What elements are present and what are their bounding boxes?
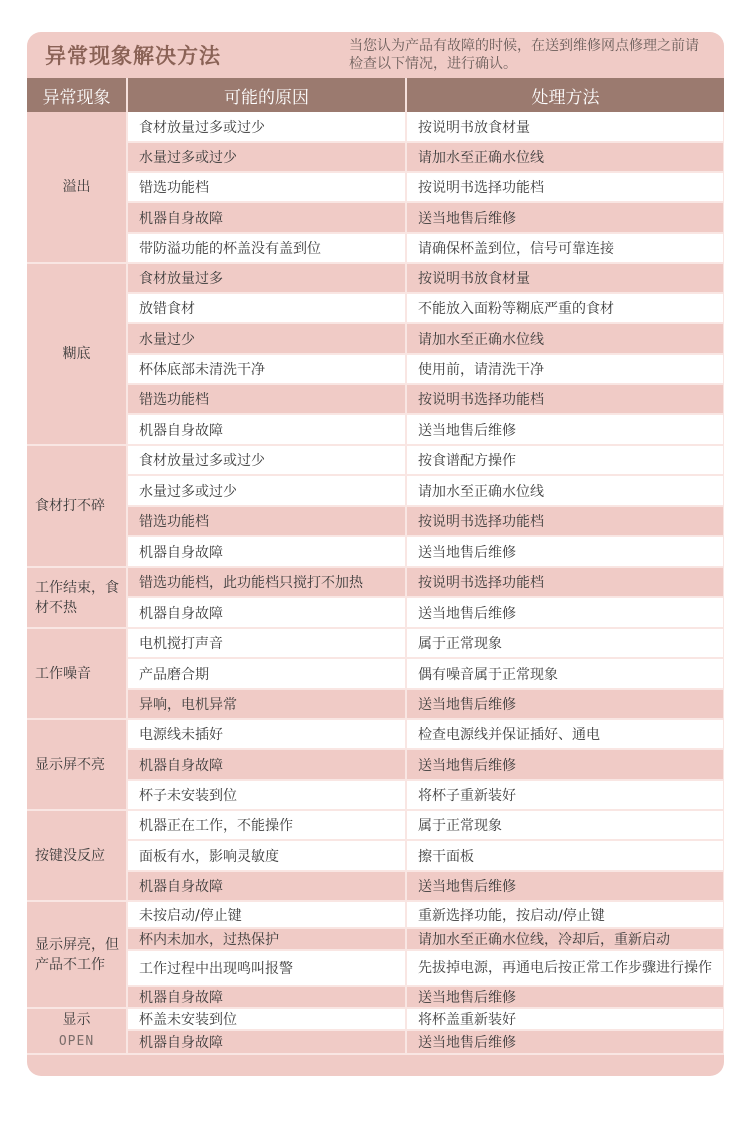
table-row: [27, 112, 724, 142]
solution-cell: 请确保杯盖到位，信号可靠连接: [406, 233, 724, 263]
cause-cell: 机器自身故障: [127, 1030, 406, 1054]
table-row: [27, 567, 724, 597]
symptom-cell: [27, 810, 127, 901]
table-row: [27, 142, 724, 172]
table-row: [27, 950, 724, 986]
table-row: [27, 263, 724, 293]
troubleshooting-panel: [27, 32, 724, 1076]
cause-cell: 水量过多或过少: [127, 142, 406, 172]
table-row: [27, 928, 724, 950]
cause-cell: 水量过少: [127, 323, 406, 354]
page-title: 异常现象解决方法: [45, 44, 221, 68]
cause-cell: 产品磨合期: [127, 658, 406, 689]
solution-cell: 将杯盖重新装好: [406, 1008, 724, 1030]
solution-cell: 请加水至正确水位线: [406, 142, 724, 172]
table-row: [27, 293, 724, 323]
table-row: [27, 628, 724, 658]
solution-cell: 按说明书放食材量: [406, 112, 724, 142]
solution-cell: 按说明书选择功能档: [406, 172, 724, 202]
cause-cell: 机器自身故障: [127, 871, 406, 901]
table-row: [27, 597, 724, 628]
solution-cell: 送当地售后维修: [406, 202, 724, 233]
header-cause: 可能的原因: [127, 78, 406, 112]
cause-cell: 错选功能档: [127, 384, 406, 414]
solution-cell: 送当地售后维修: [406, 749, 724, 780]
symptom-label: 显示: [62, 1012, 91, 1028]
solution-cell: 检查电源线并保证插好、通电: [406, 719, 724, 749]
table-row: [27, 901, 724, 928]
solution-cell: 将杯子重新装好: [406, 780, 724, 810]
solution-cell: 不能放入面粉等糊底严重的食材: [406, 293, 724, 323]
cause-cell: 机器自身故障: [127, 202, 406, 233]
cause-cell: 机器自身故障: [127, 536, 406, 567]
cause-cell: 杯盖未安装到位: [127, 1008, 406, 1030]
cause-cell: 错选功能档: [127, 506, 406, 536]
cause-cell: 带防溢功能的杯盖没有盖到位: [127, 233, 406, 263]
cause-cell: 杯体底部未清洗干净: [127, 354, 406, 384]
solution-cell: 送当地售后维修: [406, 414, 724, 445]
cause-cell: 异响，电机异常: [127, 689, 406, 719]
cause-cell: 食材放量过多或过少: [127, 112, 406, 142]
symptom-label: 食材打不碎: [35, 498, 105, 514]
solution-cell: 送当地售后维修: [406, 597, 724, 628]
symptom-label: 糊底: [62, 346, 91, 362]
symptom-cell: [27, 1008, 127, 1054]
symptom-label: 溢出: [62, 179, 91, 195]
title-bar: [27, 32, 724, 76]
symptom-cell: [27, 112, 127, 263]
symptom-label: 显示屏不亮: [35, 756, 105, 773]
table-row: [27, 810, 724, 840]
table-row: [27, 414, 724, 445]
solution-cell: 使用前，请清洗干净: [406, 354, 724, 384]
symptom-cell: [27, 628, 127, 719]
symptom-label: 工作噪音: [35, 665, 91, 682]
cause-cell: 水量过多或过少: [127, 475, 406, 506]
symptom-label: 按键没反应: [35, 847, 105, 864]
table-row: [27, 840, 724, 871]
table-row: [27, 536, 724, 567]
solution-cell: 送当地售后维修: [406, 871, 724, 901]
troubleshooting-table: [27, 78, 724, 1055]
cause-cell: 电机搅打声音: [127, 628, 406, 658]
cause-cell: 食材放量过多或过少: [127, 445, 406, 475]
header-solution: 处理方法: [406, 78, 724, 112]
symptom-label: 显示屏亮，但产品不工作: [35, 936, 119, 973]
table-row: [27, 172, 724, 202]
solution-cell: 按说明书选择功能档: [406, 384, 724, 414]
cause-cell: 错选功能档，此功能档只搅打不加热: [127, 567, 406, 597]
table-row: [27, 719, 724, 749]
header-symptom: 异常现象: [27, 78, 127, 112]
open-display-code: OPEN: [58, 1034, 95, 1049]
table-row: [27, 871, 724, 901]
solution-cell: 请加水至正确水位线: [406, 323, 724, 354]
solution-cell: 先拔掉电源，再通电后按正常工作步骤进行操作: [406, 950, 724, 986]
cause-cell: 错选功能档: [127, 172, 406, 202]
table-row: [27, 506, 724, 536]
solution-cell: 擦干面板: [406, 840, 724, 871]
table-row: [27, 749, 724, 780]
solution-cell: 送当地售后维修: [406, 1030, 724, 1054]
cause-cell: 面板有水，影响灵敏度: [127, 840, 406, 871]
solution-cell: 请加水至正确水位线: [406, 475, 724, 506]
cause-cell: 放错食材: [127, 293, 406, 323]
cause-cell: 电源线未插好: [127, 719, 406, 749]
cause-cell: 工作过程中出现鸣叫报警: [127, 950, 406, 986]
cause-cell: 杯内未加水，过热保护: [127, 928, 406, 950]
cause-cell: 食材放量过多: [127, 263, 406, 293]
solution-cell: 按食谱配方操作: [406, 445, 724, 475]
cause-cell: 未按启动/停止键: [127, 901, 406, 928]
table-header-row: [27, 78, 724, 112]
table-row: [27, 323, 724, 354]
symptom-cell: [27, 567, 127, 628]
symptom-label: 工作结束，食材不热: [35, 579, 119, 616]
table-row: [27, 986, 724, 1008]
cause-cell: 杯子未安装到位: [127, 780, 406, 810]
symptom-cell: [27, 901, 127, 1008]
intro-text: 当您认为产品有故障的时候，在送到维修网点修理之前请检查以下情况，进行确认。: [349, 38, 699, 72]
table-row: [27, 233, 724, 263]
solution-cell: 送当地售后维修: [406, 986, 724, 1008]
table-row: [27, 689, 724, 719]
cause-cell: 机器正在工作，不能操作: [127, 810, 406, 840]
symptom-cell: [27, 719, 127, 810]
solution-cell: 属于正常现象: [406, 810, 724, 840]
cause-cell: 机器自身故障: [127, 986, 406, 1008]
table-row: [27, 475, 724, 506]
symptom-cell: [27, 445, 127, 567]
table-row: [27, 202, 724, 233]
cause-cell: 机器自身故障: [127, 414, 406, 445]
table-row: [27, 780, 724, 810]
solution-cell: 按说明书选择功能档: [406, 567, 724, 597]
table-row: [27, 1030, 724, 1054]
table-row: [27, 354, 724, 384]
solution-cell: 偶有噪音属于正常现象: [406, 658, 724, 689]
solution-cell: 送当地售后维修: [406, 536, 724, 567]
solution-cell: 送当地售后维修: [406, 689, 724, 719]
cause-cell: 机器自身故障: [127, 749, 406, 780]
symptom-cell: [27, 263, 127, 445]
solution-cell: 按说明书放食材量: [406, 263, 724, 293]
cause-cell: 机器自身故障: [127, 597, 406, 628]
table-row: [27, 445, 724, 475]
solution-cell: 属于正常现象: [406, 628, 724, 658]
table-row: [27, 1008, 724, 1030]
solution-cell: 请加水至正确水位线，冷却后，重新启动: [406, 928, 724, 950]
solution-cell: 按说明书选择功能档: [406, 506, 724, 536]
solution-cell: 重新选择功能，按启动/停止键: [406, 901, 724, 928]
table-row: [27, 384, 724, 414]
table-row: [27, 658, 724, 689]
